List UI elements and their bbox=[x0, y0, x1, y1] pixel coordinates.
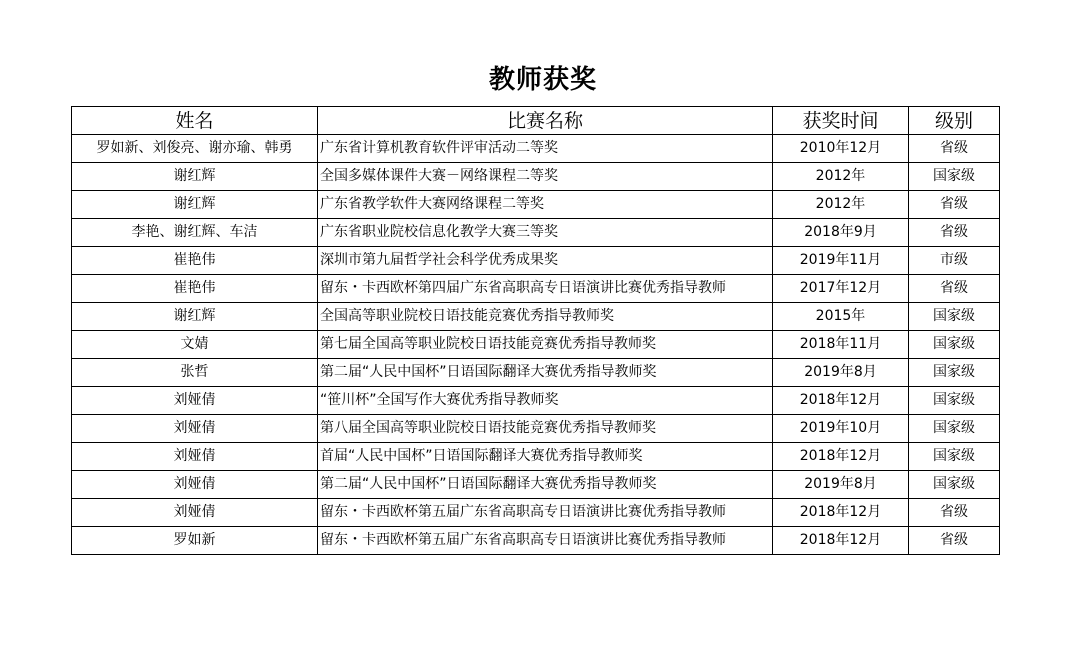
cell-time: 2018年12月 bbox=[773, 527, 909, 555]
cell-time: 2012年 bbox=[773, 163, 909, 191]
header-time: 获奖时间 bbox=[773, 107, 909, 135]
cell-level: 国家级 bbox=[909, 471, 1000, 499]
cell-time: 2015年 bbox=[773, 303, 909, 331]
table-row bbox=[72, 303, 1000, 331]
cell-time: 2019年11月 bbox=[773, 247, 909, 275]
cell-name: 谢红辉 bbox=[72, 163, 318, 191]
table-row bbox=[72, 331, 1000, 359]
cell-competition: 第二届“人民中国杯”日语国际翻译大赛优秀指导教师奖 bbox=[318, 359, 773, 387]
cell-competition: 留东・卡西欧杯第五届广东省高职高专日语演讲比赛优秀指导教师 bbox=[318, 499, 773, 527]
cell-time: 2018年12月 bbox=[773, 387, 909, 415]
cell-level: 省级 bbox=[909, 527, 1000, 555]
cell-competition: 第二届“人民中国杯”日语国际翻译大赛优秀指导教师奖 bbox=[318, 471, 773, 499]
cell-competition: 第八届全国高等职业院校日语技能竞赛优秀指导教师奖 bbox=[318, 415, 773, 443]
cell-level: 市级 bbox=[909, 247, 1000, 275]
cell-competition: 广东省计算机教育软件评审活动二等奖 bbox=[318, 135, 773, 163]
cell-level: 省级 bbox=[909, 219, 1000, 247]
table-row bbox=[72, 191, 1000, 219]
table-row bbox=[72, 527, 1000, 555]
page-title: 教师获奖 bbox=[488, 65, 597, 95]
cell-level: 国家级 bbox=[909, 387, 1000, 415]
cell-name: 谢红辉 bbox=[72, 191, 318, 219]
table-row bbox=[72, 247, 1000, 275]
cell-competition: 第七届全国高等职业院校日语技能竞赛优秀指导教师奖 bbox=[318, 331, 773, 359]
cell-competition: 广东省教学软件大赛网络课程二等奖 bbox=[318, 191, 773, 219]
header-name: 姓名 bbox=[72, 107, 318, 135]
cell-level: 省级 bbox=[909, 499, 1000, 527]
table-row bbox=[72, 135, 1000, 163]
cell-time: 2019年10月 bbox=[773, 415, 909, 443]
cell-time: 2019年8月 bbox=[773, 471, 909, 499]
awards-table bbox=[71, 106, 1000, 555]
cell-time: 2012年 bbox=[773, 191, 909, 219]
table-row bbox=[72, 415, 1000, 443]
table-row bbox=[72, 359, 1000, 387]
cell-name: 李艳、谢红辉、车洁 bbox=[72, 219, 318, 247]
cell-level: 国家级 bbox=[909, 443, 1000, 471]
table-row bbox=[72, 387, 1000, 415]
cell-competition: “笹川杯”全国写作大赛优秀指导教师奖 bbox=[318, 387, 773, 415]
cell-name: 刘娅倩 bbox=[72, 443, 318, 471]
cell-level: 国家级 bbox=[909, 415, 1000, 443]
header-competition: 比赛名称 bbox=[318, 107, 773, 135]
cell-level: 国家级 bbox=[909, 163, 1000, 191]
cell-competition: 深圳市第九届哲学社会科学优秀成果奖 bbox=[318, 247, 773, 275]
cell-level: 省级 bbox=[909, 135, 1000, 163]
cell-competition: 全国高等职业院校日语技能竞赛优秀指导教师奖 bbox=[318, 303, 773, 331]
cell-time: 2019年8月 bbox=[773, 359, 909, 387]
cell-name: 刘娅倩 bbox=[72, 499, 318, 527]
table-row bbox=[72, 443, 1000, 471]
cell-name: 张哲 bbox=[72, 359, 318, 387]
cell-time: 2010年12月 bbox=[773, 135, 909, 163]
header-row bbox=[72, 107, 1000, 135]
cell-level: 国家级 bbox=[909, 331, 1000, 359]
cell-competition: 留东・卡西欧杯第五届广东省高职高专日语演讲比赛优秀指导教师 bbox=[318, 527, 773, 555]
cell-time: 2018年9月 bbox=[773, 219, 909, 247]
cell-name: 文婧 bbox=[72, 331, 318, 359]
cell-name: 谢红辉 bbox=[72, 303, 318, 331]
cell-level: 省级 bbox=[909, 191, 1000, 219]
cell-level: 省级 bbox=[909, 275, 1000, 303]
cell-level: 国家级 bbox=[909, 303, 1000, 331]
cell-time: 2017年12月 bbox=[773, 275, 909, 303]
table-row bbox=[72, 471, 1000, 499]
table-row bbox=[72, 499, 1000, 527]
header-level: 级别 bbox=[909, 107, 1000, 135]
table-row bbox=[72, 163, 1000, 191]
cell-name: 崔艳伟 bbox=[72, 275, 318, 303]
cell-name: 罗如新 bbox=[72, 527, 318, 555]
cell-name: 崔艳伟 bbox=[72, 247, 318, 275]
cell-time: 2018年12月 bbox=[773, 499, 909, 527]
cell-time: 2018年11月 bbox=[773, 331, 909, 359]
cell-competition: 全国多媒体课件大赛－网络课程二等奖 bbox=[318, 163, 773, 191]
cell-name: 刘娅倩 bbox=[72, 387, 318, 415]
cell-name: 罗如新、刘俊亮、谢亦瑜、韩勇 bbox=[72, 135, 318, 163]
cell-competition: 首届“人民中国杯”日语国际翻译大赛优秀指导教师奖 bbox=[318, 443, 773, 471]
cell-competition: 留东・卡西欧杯第四届广东省高职高专日语演讲比赛优秀指导教师 bbox=[318, 275, 773, 303]
cell-competition: 广东省职业院校信息化教学大赛三等奖 bbox=[318, 219, 773, 247]
table-row bbox=[72, 219, 1000, 247]
cell-name: 刘娅倩 bbox=[72, 471, 318, 499]
cell-name: 刘娅倩 bbox=[72, 415, 318, 443]
cell-time: 2018年12月 bbox=[773, 443, 909, 471]
table-row bbox=[72, 275, 1000, 303]
cell-level: 国家级 bbox=[909, 359, 1000, 387]
